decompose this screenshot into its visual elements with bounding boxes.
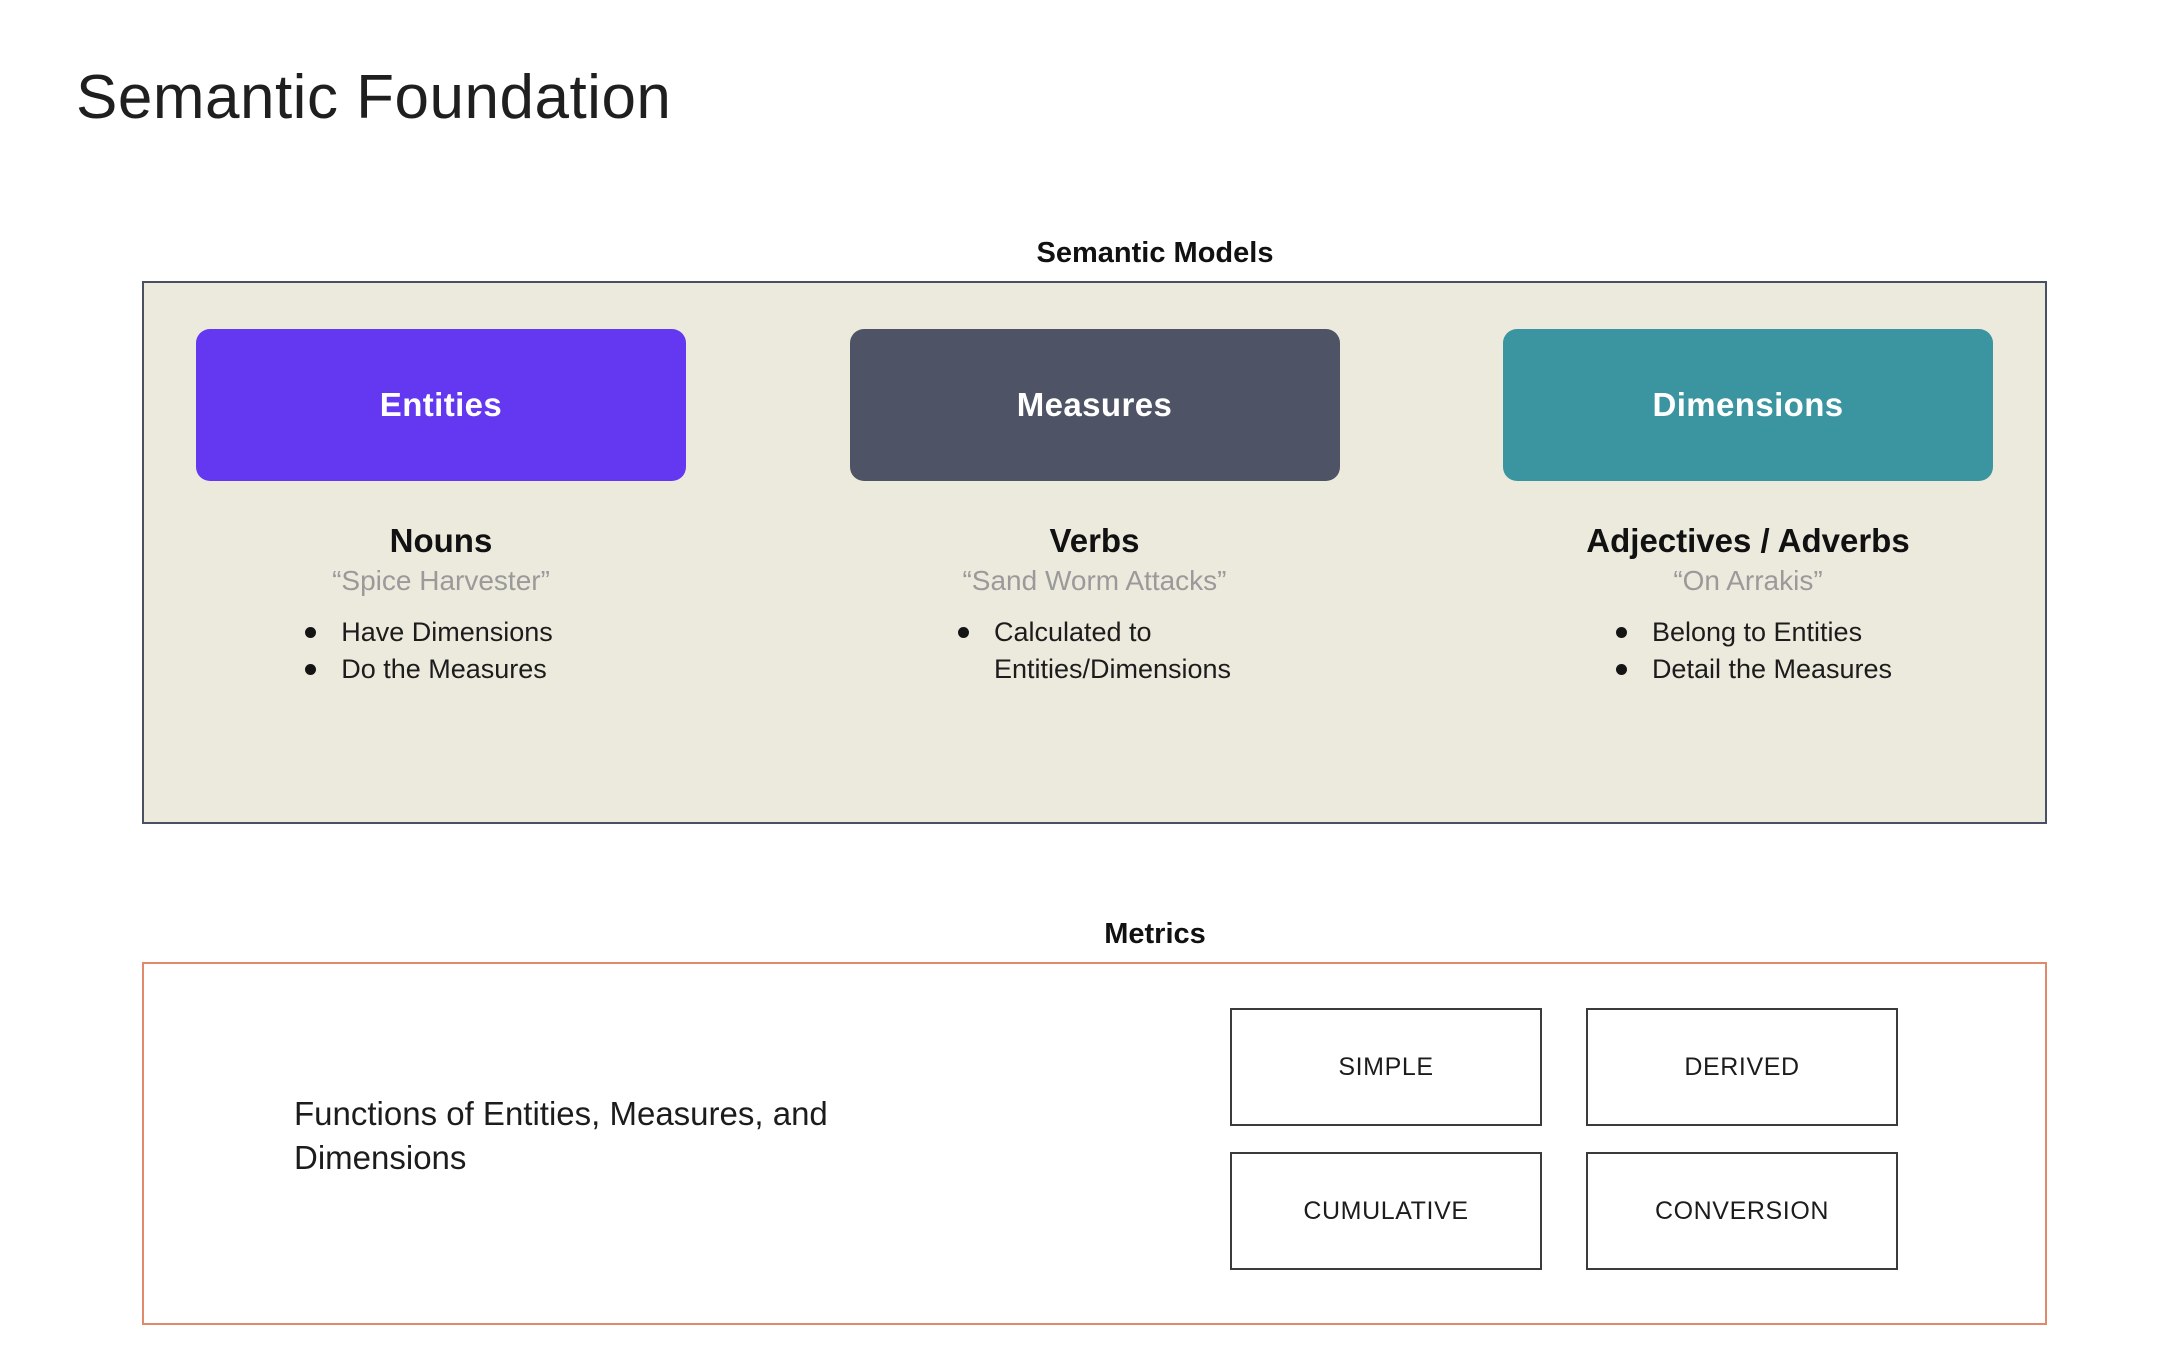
semantic-models-columns [144,283,2045,822]
metrics-type-grid [1230,1008,1898,1270]
metric-type-derived[interactable]: DERIVED [1586,1008,1898,1126]
list-item-label: Detail the Measures [1651,653,1893,684]
list-item-label: Do the Measures [341,653,547,684]
bullet-dot-icon [1616,664,1627,675]
entities-bullet-list [299,615,553,688]
list-item-label: Entities/Dimensions [993,653,1232,684]
metrics-description: Functions of Entities, Measures, and Dimensions [294,1095,828,1176]
list-item [1610,615,1892,650]
bullet-dot-icon [1616,627,1627,638]
dimensions-example: “On Arrakis” [1673,565,1823,597]
list-item-label: Belong to Entities [1651,617,1863,648]
entities-part-of-speech: Nouns [389,522,493,559]
metrics-panel [142,962,2047,1325]
bullet-dot-icon [305,627,316,638]
list-item-continuation [952,652,1231,687]
list-item [952,615,1231,650]
list-item [299,652,553,687]
list-item-label: Calculated to [993,617,1152,648]
entities-example: “Spice Harvester” [332,565,550,597]
semantic-column-entities [196,329,686,822]
bullet-dot-icon [305,664,316,675]
metrics-heading: Metrics [1104,918,1206,950]
page-title: Semantic Foundation [76,63,672,132]
measures-pill[interactable]: Measures [850,329,1340,481]
semantic-models-panel [142,281,2047,824]
dimensions-pill[interactable]: Dimensions [1503,329,1993,481]
measures-example: “Sand Worm Attacks” [962,565,1227,597]
list-item [1610,652,1892,687]
entities-pill[interactable]: Entities [196,329,686,481]
dimensions-part-of-speech: Adjectives / Adverbs [1586,522,1910,559]
metric-type-conversion[interactable]: CONVERSION [1586,1152,1898,1270]
measures-part-of-speech: Verbs [1049,522,1140,559]
metric-type-simple[interactable]: SIMPLE [1230,1008,1542,1126]
list-item [299,615,553,650]
semantic-models-heading: Semantic Models [1036,237,1274,269]
bullet-dot-icon [958,627,969,638]
semantic-column-measures [850,329,1340,822]
semantic-column-dimensions [1503,329,1993,822]
metric-type-cumulative[interactable]: CUMULATIVE [1230,1152,1542,1270]
list-item-label: Have Dimensions [341,617,553,648]
measures-bullet-list [952,615,1231,688]
dimensions-bullet-list [1610,615,1892,688]
